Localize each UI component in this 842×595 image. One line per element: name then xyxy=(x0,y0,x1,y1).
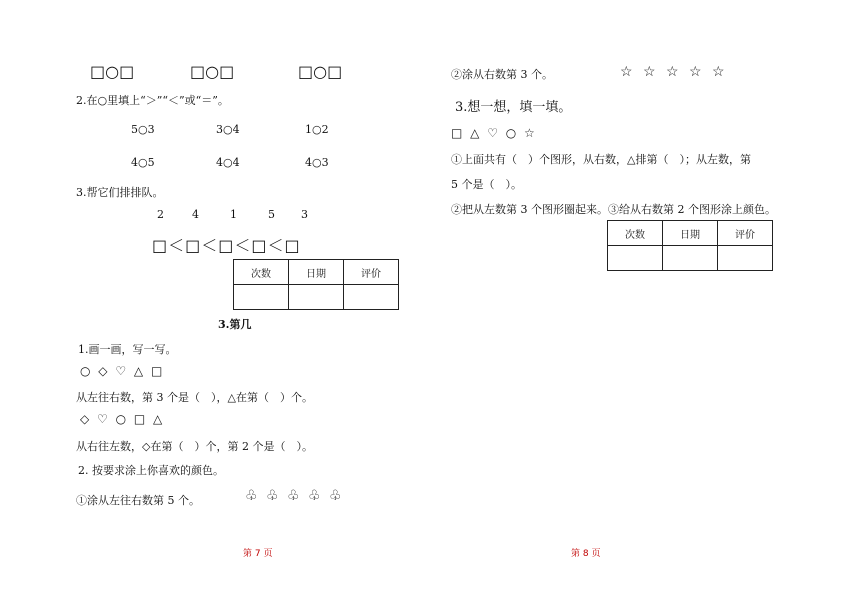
table-header-date: 日期 xyxy=(663,221,718,246)
number-3: 3 xyxy=(301,208,308,221)
number-5: 5 xyxy=(268,208,275,221)
number-4: 4 xyxy=(192,208,199,221)
box-circle-box-3: □○□ xyxy=(298,62,343,81)
compare-4-4: 4○4 xyxy=(216,156,240,169)
item-2-instruction: ②涂从右数第 3 个。 xyxy=(451,68,553,81)
page-number-8: 第 8 页 xyxy=(571,549,601,559)
table-header-date: 日期 xyxy=(289,260,344,285)
section-title: 3.第几 xyxy=(218,318,252,331)
table-cell xyxy=(234,285,289,310)
star-icons: ☆ ☆ ☆ ☆ ☆ xyxy=(620,64,728,80)
evaluation-table-left xyxy=(233,259,399,310)
table-header-rating: 评价 xyxy=(344,260,399,285)
club-icons: ♧ ♧ ♧ ♧ ♧ xyxy=(245,488,344,504)
question-2-title: 2.在○里填上“＞”“＜”或“＝”。 xyxy=(76,94,229,107)
section-2-item-1: ①涂从左往右数第 5 个。 xyxy=(76,494,200,507)
question-3-title: 3.帮它们排排队。 xyxy=(76,186,164,199)
question-line-2: 从右往左数，◇在第（ ）个，第 2 个是（ ）。 xyxy=(76,440,313,453)
table-header-count: 次数 xyxy=(608,221,663,246)
compare-5-3: 5○3 xyxy=(131,123,155,136)
section-1-title: 1.画一画，写一写。 xyxy=(78,343,177,356)
page-number-7: 第 7 页 xyxy=(243,549,273,559)
question-line-1-right: ①上面共有（ ）个图形，从右数，△排第（ ）；从左数，第 xyxy=(451,153,751,166)
compare-3-4: 3○4 xyxy=(216,123,240,136)
question-line-1b-right: 5 个是（ ）。 xyxy=(451,178,522,191)
table-cell xyxy=(344,285,399,310)
section-2-title: 2. 按要求涂上你喜欢的颜色。 xyxy=(78,464,224,477)
table-cell xyxy=(663,246,718,271)
order-line: □＜□＜□＜□＜□ xyxy=(152,236,301,255)
question-line-1: 从左往右数，第 3 个是（ ），△在第（ ）个。 xyxy=(76,391,313,404)
compare-1-2: 1○2 xyxy=(305,123,329,136)
evaluation-table-right xyxy=(607,220,773,271)
table-header-count: 次数 xyxy=(234,260,289,285)
compare-4-5: 4○5 xyxy=(131,156,155,169)
shape-row-right: □ △ ♡ ○ ☆ xyxy=(451,126,537,140)
table-cell xyxy=(289,285,344,310)
compare-4-3: 4○3 xyxy=(305,156,329,169)
shape-row-2: ◇ ♡ ○ □ △ xyxy=(80,412,165,426)
box-circle-box-1: □○□ xyxy=(90,62,135,81)
table-header-rating: 评价 xyxy=(718,221,773,246)
number-1: 1 xyxy=(230,208,237,221)
number-2: 2 xyxy=(157,208,164,221)
box-circle-box-2: □○□ xyxy=(190,62,235,81)
question-line-2-right: ②把从左数第 3 个图形圈起来。③给从右数第 2 个图形涂上颜色。 xyxy=(451,203,776,216)
question-3-title-right: 3.想一想，填一填。 xyxy=(455,100,572,115)
shape-row-1: ○ ◇ ♡ △ □ xyxy=(80,364,165,378)
table-cell xyxy=(718,246,773,271)
table-cell xyxy=(608,246,663,271)
